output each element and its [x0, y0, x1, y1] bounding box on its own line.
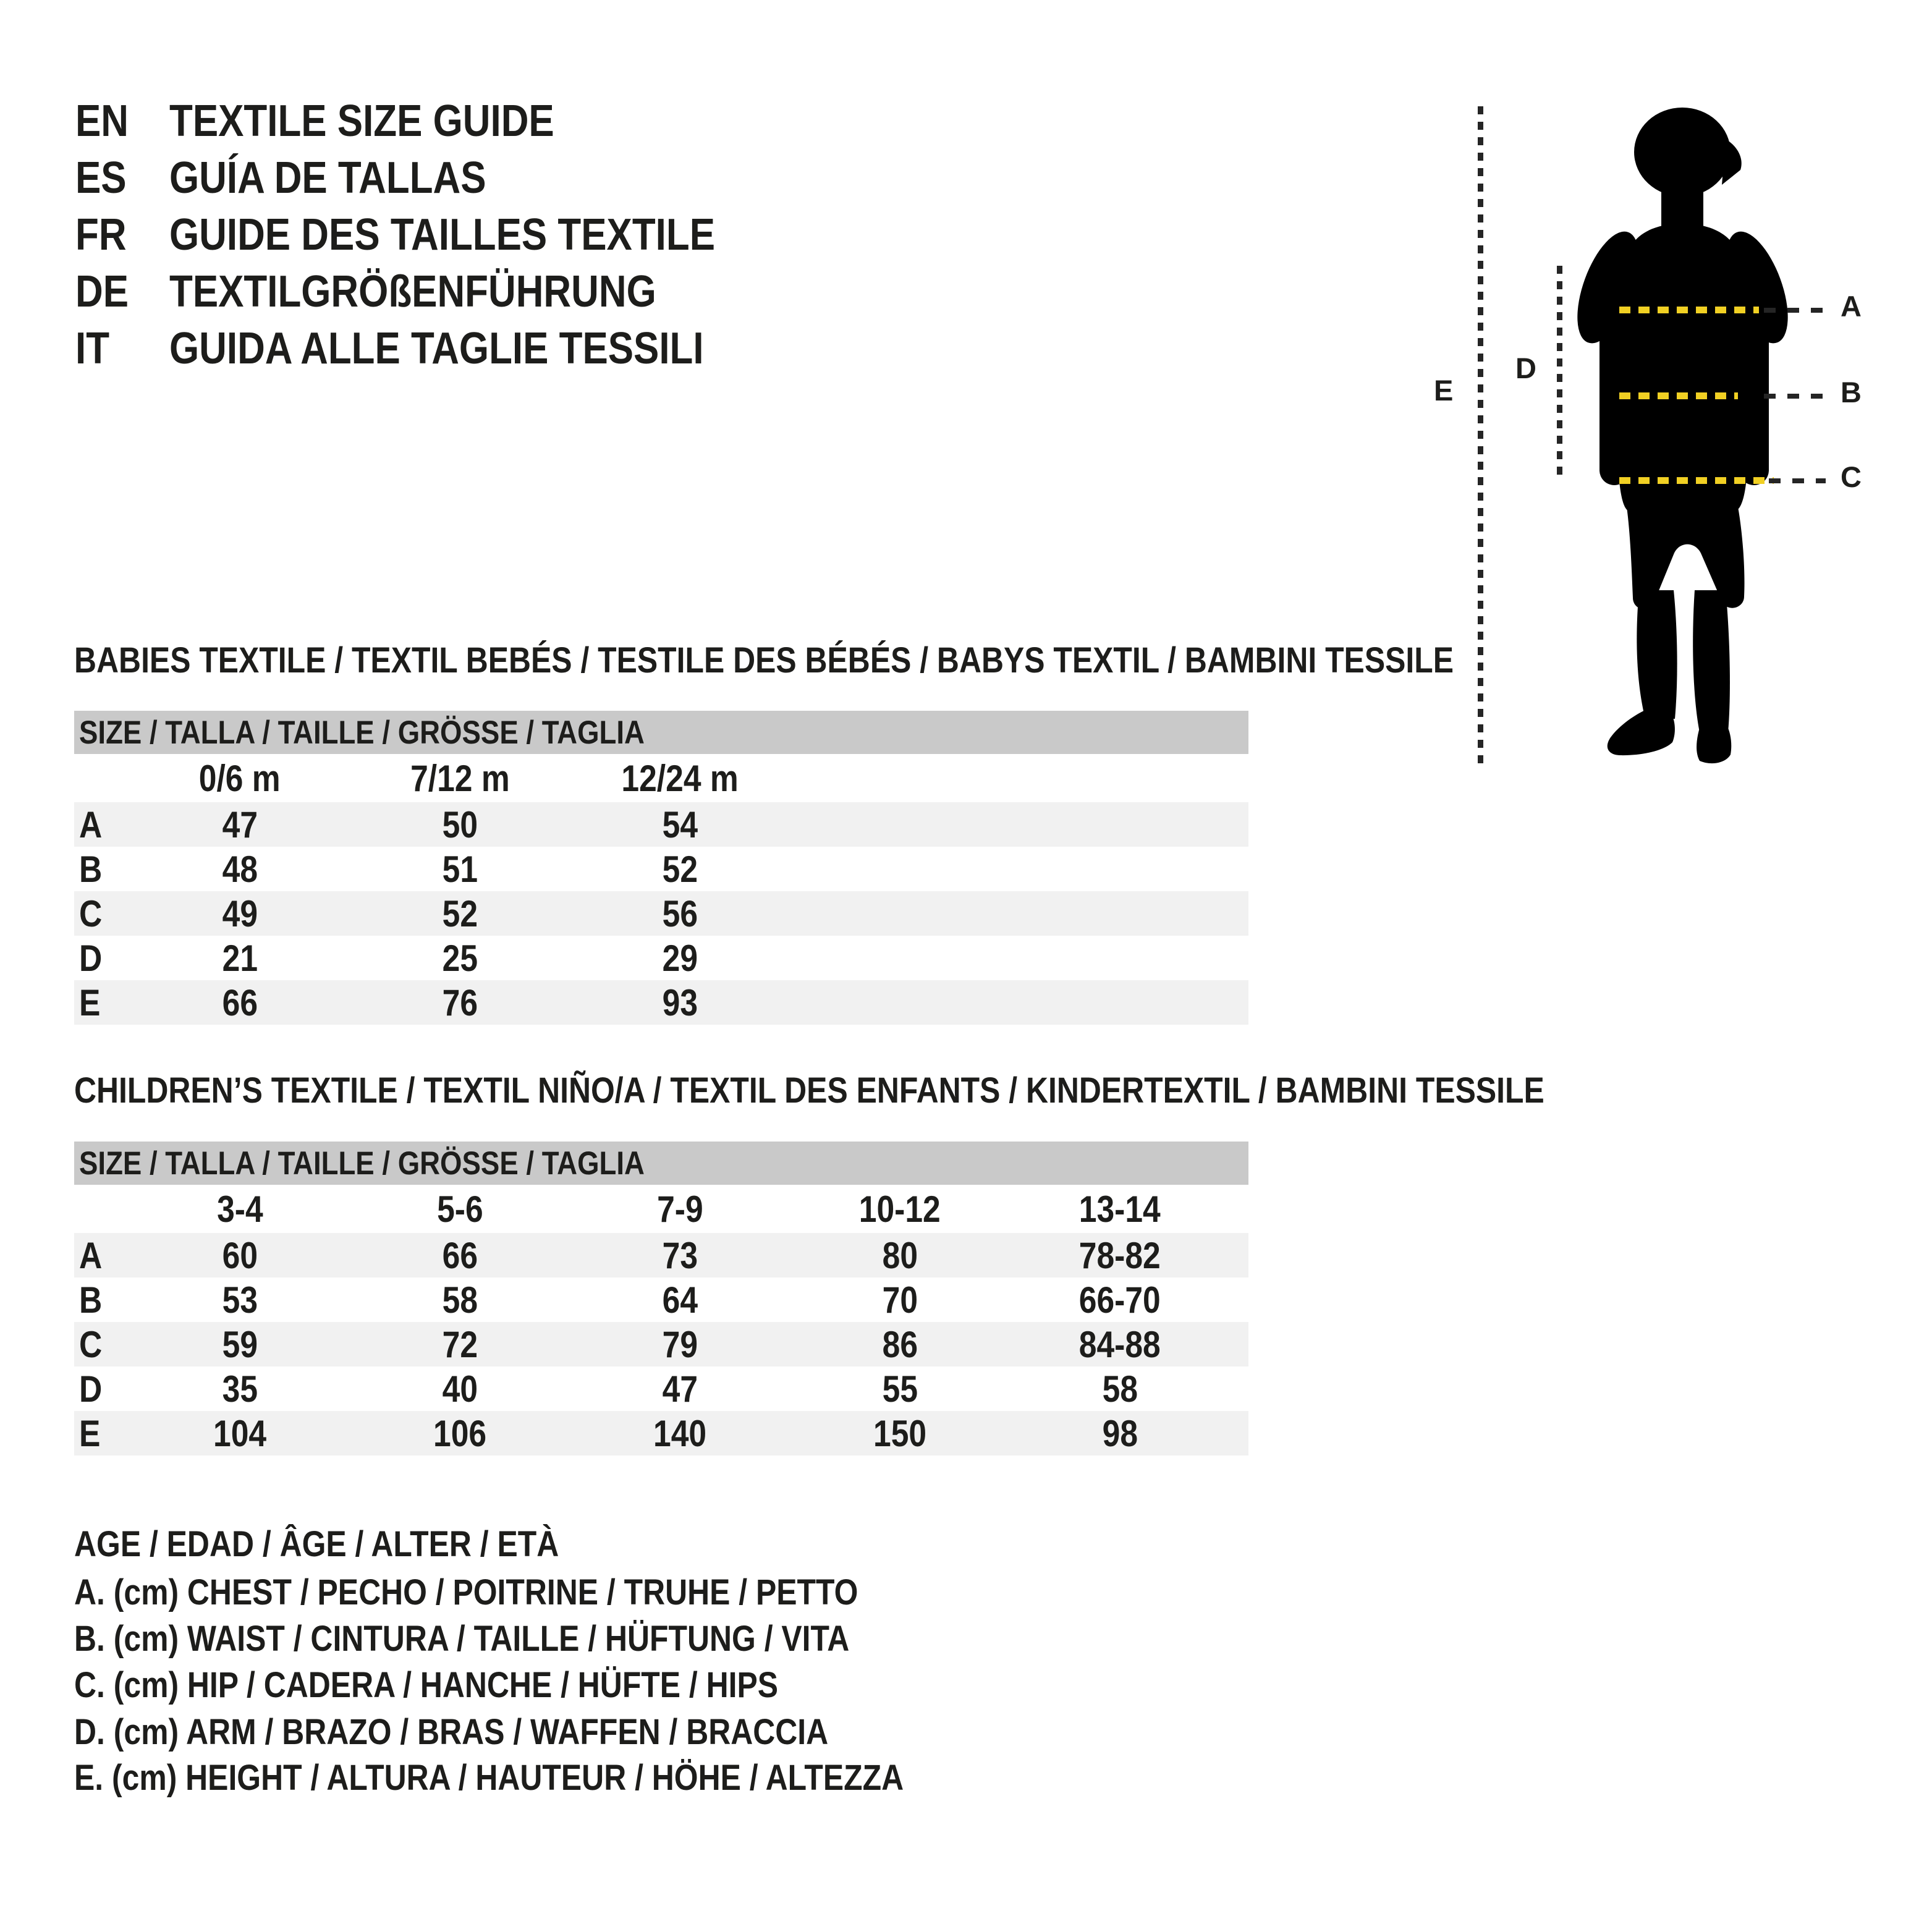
babies-column-header-row — [74, 754, 1248, 802]
cell-value: 55 — [882, 1368, 918, 1410]
measure-label-hip: C — [1841, 460, 1862, 493]
waist-measure-dash-dark — [1764, 394, 1826, 399]
language-code: IT — [75, 324, 110, 373]
guide-title: GUIDA ALLE TAGLIE TESSILI — [169, 324, 704, 373]
cell-value: 73 — [662, 1234, 698, 1276]
cell-value: 58 — [1102, 1368, 1138, 1410]
cell-value: 52 — [442, 892, 478, 934]
guide-title: GUÍA DE TALLAS — [169, 153, 486, 203]
row-label: E — [79, 981, 101, 1023]
cell-value: 60 — [222, 1234, 258, 1276]
cell-value: 51 — [442, 848, 478, 890]
legend-age-line: AGE / EDAD / ÂGE / ALTER / ETÀ — [74, 1524, 559, 1564]
cell-value: 47 — [222, 803, 258, 845]
table-row — [74, 847, 1248, 891]
table-row — [74, 1277, 1248, 1322]
legend-item-chest: A. (cm) CHEST / PECHO / POITRINE / TRUHE / PETTO — [74, 1572, 858, 1612]
cell-value: 50 — [442, 803, 478, 845]
cell-value: 84-88 — [1079, 1323, 1161, 1365]
legend-item-hip: C. (cm) HIP / CADERA / HANCHE / HÜFTE / HIPS — [74, 1665, 779, 1705]
table-row — [74, 1233, 1248, 1277]
table-row — [74, 1366, 1248, 1411]
cell-value: 48 — [222, 848, 258, 890]
cell-value: 21 — [222, 937, 258, 979]
chest-measure-dash-yellow — [1619, 307, 1759, 313]
children-column-header-row — [74, 1185, 1248, 1233]
cell-value: 29 — [662, 937, 698, 979]
language-code: ES — [75, 153, 127, 203]
cell-value: 47 — [662, 1368, 698, 1410]
cell-value: 104 — [213, 1412, 267, 1454]
guide-title: TEXTILE SIZE GUIDE — [169, 96, 554, 146]
column-header: 3-4 — [216, 1188, 263, 1230]
table-row — [74, 802, 1248, 847]
arm-measure-line — [1557, 266, 1562, 475]
language-code: FR — [75, 210, 127, 260]
cell-value: 86 — [882, 1323, 918, 1365]
column-header: 12/24 m — [621, 757, 739, 799]
cell-value: 66 — [222, 981, 258, 1023]
chest-measure-dash-dark — [1764, 308, 1826, 313]
cell-value: 80 — [882, 1234, 918, 1276]
cell-value: 150 — [873, 1412, 927, 1454]
cell-value: 140 — [653, 1412, 707, 1454]
column-header: 0/6 m — [199, 757, 281, 799]
legend-item-height: E. (cm) HEIGHT / ALTURA / HAUTEUR / HÖHE / ALTEZZA — [74, 1758, 904, 1798]
row-label: A — [79, 1234, 103, 1276]
row-label: D — [79, 1368, 103, 1410]
babies-section-heading: BABIES TEXTILE / TEXTIL BEBÉS / TESTILE DES BÉBÉS / BABYS TEXTIL / BAMBINI TESSILE — [74, 640, 1454, 680]
cell-value: 35 — [222, 1368, 258, 1410]
cell-value: 78-82 — [1079, 1234, 1161, 1276]
row-label: A — [79, 803, 103, 845]
cell-value: 98 — [1102, 1412, 1138, 1454]
babies-size-header-bar: SIZE / TALLA / TAILLE / GRÖSSE / TAGLIA — [74, 711, 1248, 754]
cell-value: 79 — [662, 1323, 698, 1365]
measure-label-arm: D — [1515, 352, 1536, 384]
cell-value: 64 — [662, 1279, 698, 1321]
hip-measure-dash-dark — [1769, 478, 1826, 483]
cell-value: 40 — [442, 1368, 478, 1410]
row-label: C — [79, 892, 103, 934]
guide-title: GUIDE DES TAILLES TEXTILE — [169, 210, 716, 260]
cell-value: 59 — [222, 1323, 258, 1365]
babies-table-body — [74, 802, 1248, 1025]
row-label: B — [79, 848, 103, 890]
cell-value: 58 — [442, 1279, 478, 1321]
cell-value: 66 — [442, 1234, 478, 1276]
cell-value: 49 — [222, 892, 258, 934]
cell-value: 25 — [442, 937, 478, 979]
hip-measure-dash-yellow — [1619, 477, 1774, 484]
column-header: 13-14 — [1079, 1188, 1161, 1230]
cell-value: 53 — [222, 1279, 258, 1321]
waist-measure-dash-yellow — [1619, 392, 1738, 399]
row-label: C — [79, 1323, 103, 1365]
cell-value: 76 — [442, 981, 478, 1023]
row-label: E — [79, 1412, 101, 1454]
table-row — [74, 936, 1248, 980]
column-header: 7-9 — [656, 1188, 703, 1230]
measure-label-height: E — [1434, 374, 1454, 407]
table-row — [74, 980, 1248, 1025]
children-size-header-bar: SIZE / TALLA / TAILLE / GRÖSSE / TAGLIA — [74, 1142, 1248, 1185]
children-section-heading: CHILDREN’S TEXTILE / TEXTIL NIÑO/A / TEXTIL DES ENFANTS / KINDERTEXTIL / BAMBINI TESSILE — [74, 1070, 1544, 1111]
cell-value: 52 — [662, 848, 698, 890]
table-row — [74, 1322, 1248, 1366]
column-header: 7/12 m — [410, 757, 510, 799]
cell-value: 66-70 — [1079, 1279, 1161, 1321]
column-header: 5-6 — [436, 1188, 483, 1230]
row-label: B — [79, 1279, 103, 1321]
cell-value: 70 — [882, 1279, 918, 1321]
table-row — [74, 1411, 1248, 1455]
cell-value: 106 — [433, 1412, 487, 1454]
column-header: 10-12 — [859, 1188, 941, 1230]
cell-value: 93 — [662, 981, 698, 1023]
row-label: D — [79, 937, 103, 979]
guide-title: TEXTILGRÖßENFÜHRUNG — [169, 267, 656, 316]
table-row — [74, 891, 1248, 936]
measure-label-waist: B — [1841, 376, 1862, 409]
children-table-body — [74, 1233, 1248, 1455]
measure-label-chest: A — [1841, 290, 1862, 323]
cell-value: 54 — [662, 803, 698, 845]
language-code: DE — [75, 267, 129, 316]
cell-value: 56 — [662, 892, 698, 934]
legend-item-waist: B. (cm) WAIST / CINTURA / TAILLE / HÜFTUNG / VITA — [74, 1619, 850, 1659]
language-code: EN — [75, 96, 129, 146]
cell-value: 72 — [442, 1323, 478, 1365]
legend-item-arm: D. (cm) ARM / BRAZO / BRAS / WAFFEN / BRACCIA — [74, 1712, 829, 1752]
